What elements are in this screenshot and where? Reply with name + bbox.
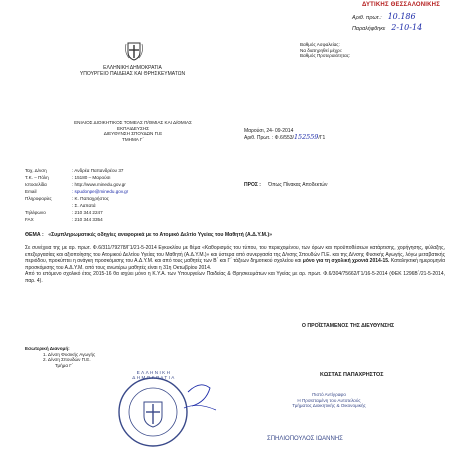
contact-row: : Σ. Λαπατά [72,203,96,208]
contact-row: Πληροφορίες : Κ. Παπαχρήστος [25,196,109,201]
stamp-organization: ΔΥΤΙΚΗΣ ΘΕΣΣΑΛΟΝΙΚΗΣ [361,2,440,8]
body-emphasis: μόνο για τη σχολική χρονιά 2014-15. [302,258,390,265]
contact-row: Τηλέφωνο : 210 344 2247 [25,210,103,215]
official-seal [88,362,238,448]
date-protocol-block [244,128,444,142]
security-level: Βαθμός Ασφαλείας: [300,42,340,47]
contact-row: Ταχ. Δ/νση : Ανδρέα Παπανδρέου 37 [25,168,124,173]
contact-row: FAX : 210 344 3354 [25,217,103,222]
document-date: Μαρούσι, 24- 09-2014 [244,128,294,134]
website-link[interactable]: : http://www.minedu.gov.gr [72,182,126,187]
email-link[interactable]: : spudonpe@minedu.gov.gr [72,189,129,194]
distribution-item: 2. Δ/νση Σπουδών Π.Ε. [43,357,91,363]
contact-row: Τ.Κ. – Πόλη : 15180 – Μαρούσι [25,175,111,180]
agency-block [48,120,218,142]
distribution-label: Εσωτερική Διανομή: [25,346,70,351]
agency-line-1: ΕΝΙΑΙΟΣ ΔΙΟΙΚΗΤΙΚΟΣ ΤΟΜΕΑΣ Π/ΘΜΙΑΣ ΚΑΙ Δ/ΘΜΙΑΣ [74,120,192,125]
recipient-block [244,182,444,188]
greek-emblem-icon [124,40,144,62]
subject-text: «Συμπληρωματικές οδηγίες αναφορικά με το Ατομικό Δελτίο Υγείας του Μαθητή (Α.Δ.Υ.Μ.)» [48,232,273,238]
subject-label: ΘΕΜΑ : [25,232,44,238]
republic-title: ΕΛΛΗΝΙΚΗ ΔΗΜΟΚΡΑΤΙΑ [103,65,162,71]
copy-line-3: Τμήματος Διοικητικής & Οικονομικής [292,403,366,409]
copy-line-1: Πιστό Αντίγραφο [312,392,346,397]
protocol-handwritten-number: 152559 [293,133,319,142]
stamp-received-value: 2-10-14 [391,23,423,32]
stamp-protocol-label: Αριθ. πρωτ.: [352,15,382,21]
protocol-label: Αριθ. Πρωτ. : Φ.6/553/ [244,135,294,142]
stamp-signatory-name: ΣΠΗΛΙΟΠΟΥΛΟΣ ΙΩΑΝΝΗΣ [267,436,343,442]
letterhead [60,65,205,78]
seal-ring-text: ΕΛΛΗΝΙΚΗ ΔΗΜΟΚΡΑΤΙΑ [132,370,176,380]
received-stamp [352,2,450,46]
contact-details [25,168,225,224]
protocol-suffix: /Γ1 [318,135,326,142]
priority-level: Βαθμός Προτεραιότητας: [300,53,351,59]
body-paragraph-2: Από το επόμενο σχολικό έτος 2015-16 θα ισχύει μόνο η Κ.Υ.Α. των Υπουργείων Παιδείας & Θρησκευμάτων και Υγείας με αρ. πρωτ. Φ.6/304/75662/Γ1/16-5-2014 (ΦΕΚ 1296Β΄/21-5-2014, παρ. 4). [25,271,445,284]
ministry-title: ΥΠΟΥΡΓΕΙΟ ΠΑΙΔΕΙΑΣ ΚΑΙ ΘΡΗΣΚΕΥΜΑΤΩΝ [79,71,186,78]
retention-period: Να διατηρηθεί μέχρι: [300,47,342,53]
agency-line-3: ΔΙΕΥΘΥΝΣΗ ΣΠΟΥΔΩΝ Π.Ε [103,131,163,137]
subject-line [25,232,445,238]
signer-name: ΚΩΣΤΑΣ ΠΑΠΑΧΡΗΣΤΟΣ [320,372,384,378]
classification-block [300,42,440,59]
agency-line-2: ΕΚΠΑΙΔΕΥΣΗΣ [117,125,149,131]
stamp-protocol-value: 10.186 [387,12,416,21]
recipient-label: ΠΡΟΣ : [244,182,261,188]
contact-row: Ιστοσελίδα : http://www.minedu.gov.gr [25,182,225,189]
agency-line-4: ΤΜΗΜΑ Γ΄ [122,136,144,142]
body-paragraph-1: Σε συνέχεια της με αρ. πρωτ. Φ.6/311/79278/Γ1/21-5-2014 Εγκυκλίου με θέμα «Καθορισμός του τύπου, του περιεχομένου, των όρων και προϋποθέσεων κατάρτισης, χορήγησης, φύλαξης, επεξεργασίας και αξιοποίησης του Ατομικού Δελτίου Υγείας του Μαθητή (Α.Δ.Υ.Μ.)» και ύστερα από συνεργασία της Δ/νσης Σπουδών Π.Ε. και της Δ/νσης Φυσικής Αγωγής, λόγω μεταβατικής περιόδου, προκύπτει η ανάγκη προσκόμισης του Α.Δ.Υ.Μ. και από τους μαθητές των Β΄ και Γ΄ τάξεων δημοτικού σχολείου και μόνο για τη σχολική χρονιά 2014-15. Καταληκτική ημερομηνία προσκόμισης του Α.Δ.Υ.Μ. από τους ανωτέρω μαθητές είναι η 31η Οκτωβρίου 2014. [25,245,446,271]
distribution-item: Τμήμα Γ΄ [55,362,74,368]
certified-copy-stamp [264,392,394,409]
copy-line-2: Η Προϊσταμένη του Αυτοτελούς [297,397,361,403]
contact-row: Email : spudonpe@minedu.gov.gr [25,189,225,196]
distribution-item: 1. Δ/νση Φυσικής Αγωγής [43,351,96,357]
signer-title: Ο ΠΡΟΪΣΤΑΜΕΝΟΣ ΤΗΣ ΔΙΕΥΘΥΝΣΗΣ [301,323,395,329]
letter-body [25,245,445,285]
stamp-received-label: Παραλήφθηκε [352,26,386,32]
recipient-value: Όπως Πίνακας Αποδεκτών [268,182,328,188]
